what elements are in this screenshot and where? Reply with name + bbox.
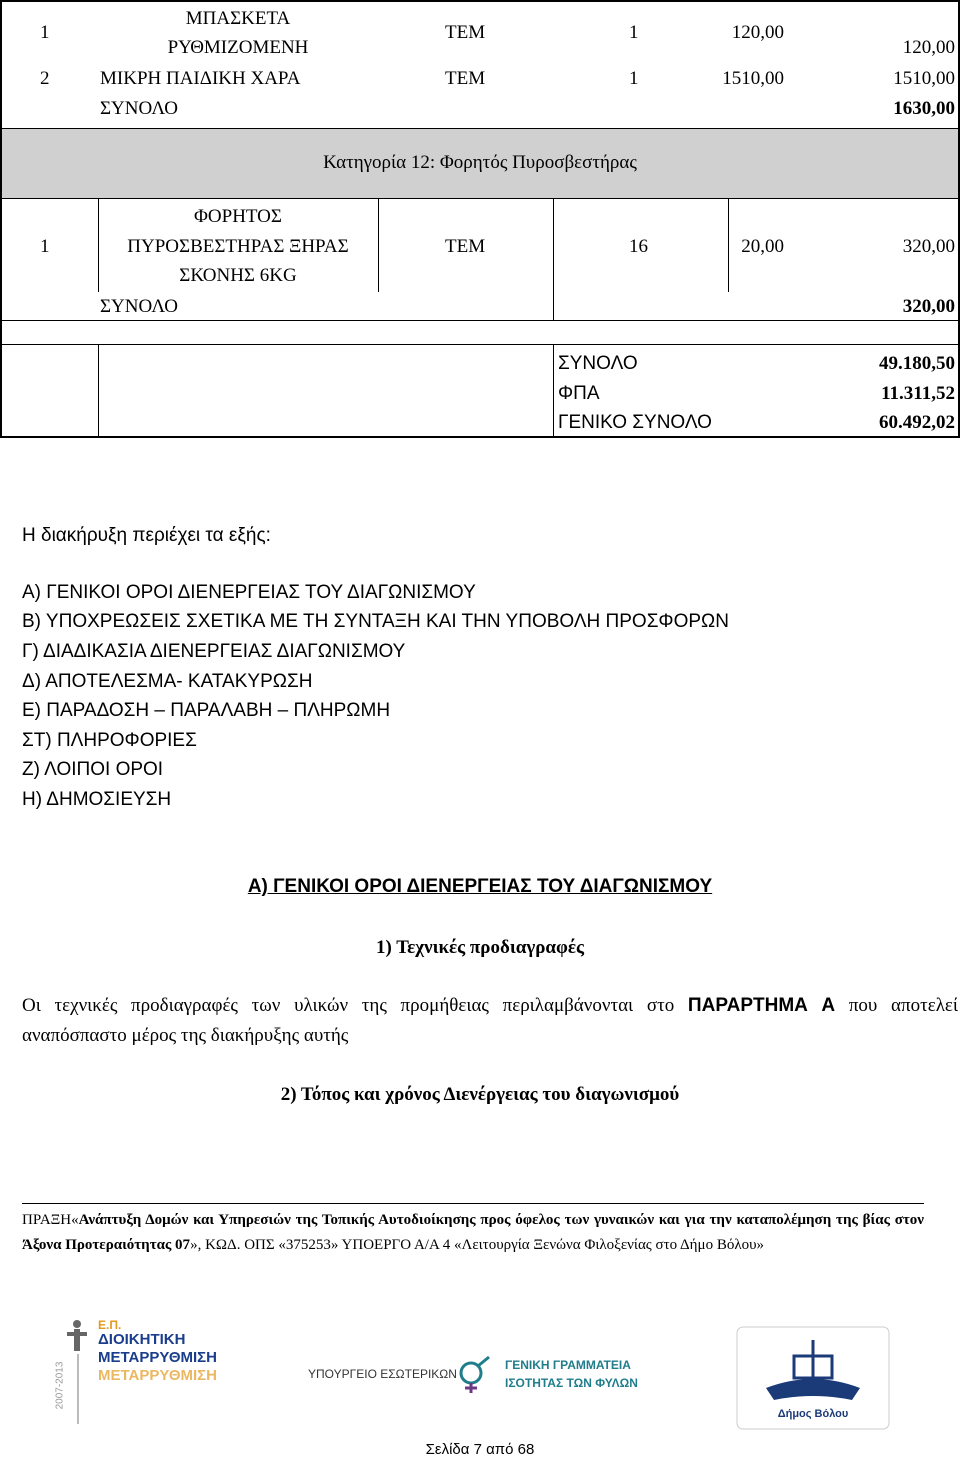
table-border-top bbox=[0, 0, 960, 2]
item-price: 1510,00 bbox=[722, 68, 784, 89]
budget-table bbox=[0, 0, 960, 438]
gg-title-1: ΓΕΝΙΚΗ ΓΡΑΜΜΑΤΕΙΑ bbox=[505, 1358, 631, 1372]
table-rule bbox=[98, 199, 99, 292]
footer-project-title: Ανάπτυξη Δομών και Υπηρεσιών της Τοπικής Αυτοδιοίκησης προς όφελος των γυναικών και για την καταπολέμηση της βίας στον Άξονα Προτεραιότητας 07 bbox=[22, 1212, 924, 1253]
toc-item: Δ) ΑΠΟΤΕΛΕΣΜΑ- ΚΑΤΑΚΥΡΩΣΗ bbox=[22, 671, 313, 692]
footer-project-text bbox=[22, 1208, 924, 1258]
ep-years: 2007-2013 bbox=[54, 1361, 66, 1410]
dimos-volou-label: Δήμος Βόλου bbox=[777, 1408, 849, 1420]
footer-prefix: ΠΡΑΞΗ« bbox=[22, 1212, 79, 1228]
total-label: ΣΥΝΟΛΟ bbox=[558, 353, 638, 374]
subtotal-label: ΣΥΝΟΛΟ bbox=[100, 296, 179, 317]
item-price: 20,00 bbox=[741, 236, 784, 257]
item-unit: ΤΕΜ bbox=[445, 68, 486, 89]
table-rule bbox=[98, 345, 99, 438]
footer-suffix: », ΚΩΔ. ΟΠΣ «375253» ΥΠΟΕΡΓΟ Α/Α 4 «Λειτουργία Ξενώνα Φιλοξενίας στο Δήμο Βόλου» bbox=[190, 1237, 765, 1253]
item-total: 120,00 bbox=[902, 37, 955, 58]
grand-total-value: 60.492,02 bbox=[879, 412, 955, 433]
item-description: ΠΥΡΟΣΒΕΣΤΗΡΑΣ ΞΗΡΑΣ bbox=[127, 236, 349, 257]
ep-title-2: ΜΕΤΑΡΡΥΘΜΙΣΗ bbox=[98, 1349, 217, 1366]
annex-reference: ΠΑΡΑΡΤΗΜΑ Α bbox=[687, 995, 836, 1016]
toc-item: ΣΤ) ΠΛΗΡΟΦΟΡΙΕΣ bbox=[22, 730, 197, 751]
vat-label: ΦΠΑ bbox=[558, 383, 600, 404]
subsection-1-paragraph bbox=[22, 991, 958, 1051]
category-title: Κατηγορία 12: Φορητός Πυροσβεστήρας bbox=[323, 152, 637, 173]
table-rule bbox=[378, 199, 379, 292]
subtotal-value: 1630,00 bbox=[893, 98, 955, 119]
item-quantity: 1 bbox=[629, 22, 639, 43]
dimos-volou-logo bbox=[736, 1326, 890, 1430]
item-unit: ΤΕΜ bbox=[445, 22, 486, 43]
item-description: ΦΟΡΗΤΟΣ bbox=[194, 206, 282, 227]
ep-title-reflection: ΜΕΤΑΡΡΥΘΜΙΣΗ bbox=[98, 1367, 217, 1384]
subsection-1-title: 1) Τεχνικές προδιαγραφές bbox=[376, 937, 584, 958]
item-total: 320,00 bbox=[902, 236, 955, 257]
item-description: ΡΥΘΜΙΖΟΜΕΝΗ bbox=[167, 37, 309, 58]
table-rule bbox=[553, 345, 554, 438]
toc-item: Η) ΔΗΜΟΣΙΕΥΣΗ bbox=[22, 789, 172, 810]
item-description: ΣΚΟΝΗΣ 6KG bbox=[179, 265, 297, 286]
item-description: ΜΠΑΣΚΕΤΑ bbox=[185, 8, 291, 29]
page-number: Σελίδα 7 από 68 bbox=[425, 1441, 535, 1458]
grand-total-label: ΓΕΝΙΚΟ ΣΥΝΟΛΟ bbox=[558, 412, 712, 433]
paragraph-text: που αποτελεί αναπόσπαστο μέρος της διακήρυξης αυτής bbox=[22, 995, 958, 1046]
item-unit: ΤΕΜ bbox=[445, 236, 486, 257]
table-border-left bbox=[0, 0, 2, 438]
ministry-logo-text: ΥΠΟΥΡΓΕΙΟ ΕΣΩΤΕΡΙΚΩΝ bbox=[308, 1367, 457, 1381]
table-rule bbox=[0, 128, 960, 129]
row-number: 1 bbox=[40, 236, 50, 257]
table-rule bbox=[553, 199, 554, 320]
table-rule bbox=[0, 344, 960, 345]
toc-item: Γ) ΔΙΑΔΙΚΑΣΙΑ ΔΙΕΝΕΡΓΕΙΑΣ ΔΙΑΓΩΝΙΣΜΟΥ bbox=[22, 641, 406, 662]
toc-item: Ε) ΠΑΡΑΔΟΣΗ – ΠΑΡΑΛΑΒΗ – ΠΛΗΡΩΜΗ bbox=[22, 700, 391, 721]
item-total: 1510,00 bbox=[893, 68, 955, 89]
section-a-title: Α) ΓΕΝΙΚΟΙ ΟΡΟΙ ΔΙΕΝΕΡΓΕΙΑΣ ΤΟΥ ΔΙΑΓΩΝΙΣΜΟΥ bbox=[247, 876, 713, 897]
ep-small-label: Ε.Π. bbox=[98, 1318, 122, 1332]
table-rule bbox=[0, 198, 960, 199]
toc-item: Β) ΥΠΟΧΡΕΩΣΕΙΣ ΣΧΕΤΙΚΑ ΜΕ ΤΗ ΣΥΝΤΑΞΗ ΚΑΙ ΤΗΝ ΥΠΟΒΟΛΗ ΠΡΟΣΦΟΡΩΝ bbox=[22, 611, 729, 632]
ep-title-1: ΔΙΟΙΚΗΤΙΚΗ bbox=[98, 1331, 186, 1348]
subtotal-value: 320,00 bbox=[902, 296, 955, 317]
footer-divider bbox=[22, 1203, 924, 1204]
paragraph-text: Οι τεχνικές προδιαγραφές των υλικών της προμήθειας περιλαμβάνονται στο bbox=[22, 995, 688, 1016]
total-value: 49.180,50 bbox=[879, 353, 955, 374]
row-number: 2 bbox=[40, 68, 50, 89]
intro-text: Η διακήρυξη περιέχει τα εξής: bbox=[22, 525, 271, 546]
gg-title-2: ΙΣΟΤΗΤΑΣ ΤΩΝ ΦΥΛΩΝ bbox=[505, 1376, 638, 1390]
item-quantity: 16 bbox=[629, 236, 648, 257]
toc-item: Ζ) ΛΟΙΠΟΙ ΟΡΟΙ bbox=[22, 759, 164, 780]
gender-equality-icon bbox=[455, 1355, 495, 1395]
subtotal-label: ΣΥΝΟΛΟ bbox=[100, 98, 179, 119]
ep-logo bbox=[54, 1318, 217, 1426]
vat-value: 11.311,52 bbox=[881, 383, 955, 404]
gender-symbol-icon bbox=[455, 1355, 495, 1395]
item-quantity: 1 bbox=[629, 68, 639, 89]
item-description: ΜΙΚΡΗ ΠΑΙΔΙΚΗ ΧΑΡΑ bbox=[100, 68, 301, 89]
item-price: 120,00 bbox=[731, 22, 784, 43]
subsection-2-title: 2) Τόπος και χρόνος Διενέργειας του διαγωνισμού bbox=[280, 1084, 680, 1105]
row-number: 1 bbox=[40, 22, 50, 43]
toc-item: Α) ΓΕΝΙΚΟΙ ΟΡΟΙ ΔΙΕΝΕΡΓΕΙΑΣ ΤΟΥ ΔΙΑΓΩΝΙΣΜΟΥ bbox=[22, 582, 476, 603]
